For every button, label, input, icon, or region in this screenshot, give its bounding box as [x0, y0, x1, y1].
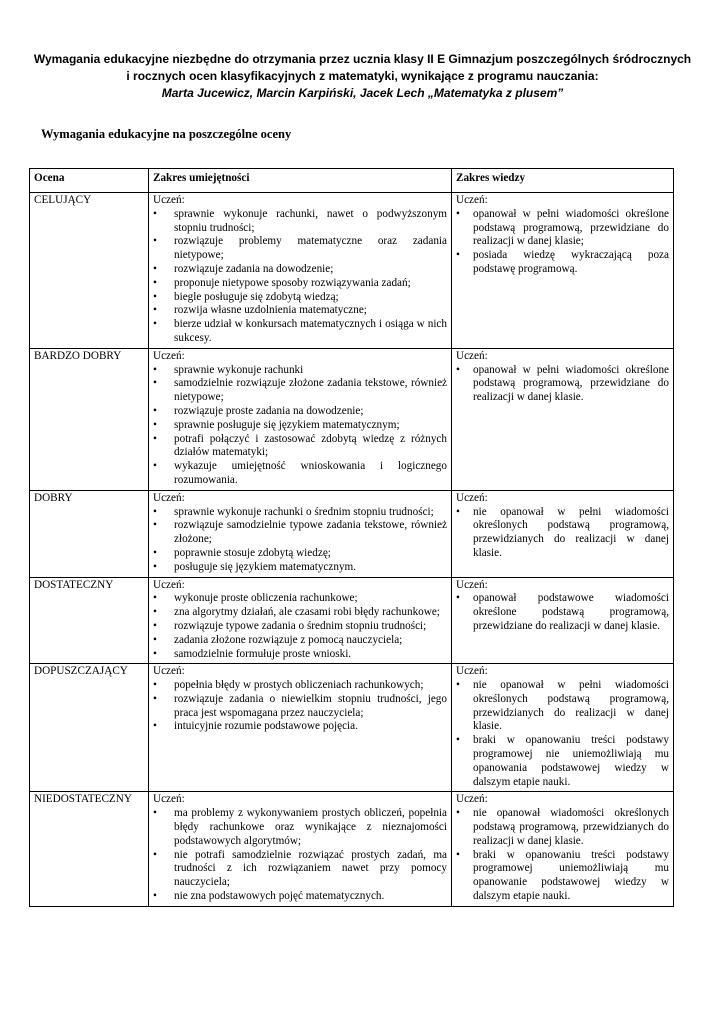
list-item: • rozwiązuje problemy matematyczne oraz zadania nietypowe; — [153, 235, 447, 263]
header-knowledge: Zakres wiedzy — [452, 169, 674, 193]
knowledge-cell — [452, 792, 674, 906]
knowledge-list — [456, 592, 669, 633]
knowledge-list — [456, 807, 669, 904]
list-item: • sprawnie posługuje się językiem matematycznym; — [153, 419, 447, 433]
requirements-table — [29, 168, 674, 907]
list-item: • intuicyjnie rozumie podstawowe pojęcia. — [153, 720, 447, 734]
table-body — [30, 193, 674, 907]
grade-cell: DOBRY — [30, 490, 149, 577]
list-item: • sprawnie wykonuje rachunki o średnim stopniu trudności; — [153, 506, 447, 520]
list-item: • sprawnie wykonuje rachunki, nawet o podwyższonym stopniu trudności; — [153, 208, 447, 236]
student-lead-label: Uczeń: — [153, 491, 185, 504]
table-row — [30, 490, 674, 577]
title-line-2: i rocznych ocen klasyfikacyjnych z matematyki, wynikające z programu nauczania: — [126, 69, 599, 83]
skills-cell — [149, 193, 452, 349]
list-item: • nie opanował wiadomości określonych podstawą programową, przewidzianych do realizacji w danej klasie. — [456, 807, 669, 848]
knowledge-list — [456, 208, 669, 277]
title-line-1: Wymagania edukacyjne niezbędne do otrzymania przez ucznia klasy II E Gimnazjum poszczególnych śródrocznych — [33, 52, 692, 66]
student-lead-label: Uczeń: — [456, 578, 488, 591]
knowledge-cell — [452, 664, 674, 792]
student-lead-label: Uczeń: — [456, 349, 488, 362]
table-row — [30, 664, 674, 792]
header-grade: Ocena — [30, 169, 149, 193]
section-heading: Wymagania edukacyjne na poszczególne oceny — [41, 127, 292, 141]
list-item: • zna algorytmy działań, ale czasami robi błędy rachunkowe; — [153, 606, 447, 620]
grade-cell: DOPUSZCZAJĄCY — [30, 664, 149, 792]
skills-list — [153, 592, 447, 661]
skills-list — [153, 364, 447, 488]
skills-cell — [149, 792, 452, 906]
list-item: • poprawnie stosuje zdobytą wiedzę; — [153, 547, 447, 561]
skills-list — [153, 807, 447, 904]
list-item: • nie opanował w pełni wiadomości określonych podstawą programową, przewidzianych do realizacji w danej klasie. — [456, 506, 669, 561]
table-header-row — [30, 169, 674, 193]
student-lead-label: Uczeń: — [153, 665, 185, 678]
list-item: • rozwiązuje samodzielnie typowe zadania tekstowe, również złożone; — [153, 519, 447, 547]
list-item: • rozwija własne uzdolnienia matematyczne; — [153, 304, 447, 318]
grade-cell: BARDZO DOBRY — [30, 348, 149, 490]
list-item: • samodzielnie formułuje proste wnioski. — [153, 648, 447, 662]
table-row — [30, 348, 674, 490]
table-row — [30, 792, 674, 906]
knowledge-cell — [452, 577, 674, 664]
list-item: • opanował w pełni wiadomości określone podstawą programową, przewidziane do realizacji w danej klasie. — [456, 364, 669, 405]
table-row — [30, 577, 674, 664]
list-item: • opanował w pełni wiadomości określone podstawą programową, przewidziane do realizacji w danej klasie; — [456, 208, 669, 249]
knowledge-cell — [452, 348, 674, 490]
list-item: • braki w opanowaniu treści podstawy programowej uniemożliwiają mu opanowanie podstawowej wiedzy w dalszym etapie nauki. — [456, 849, 669, 904]
student-lead-label: Uczeń: — [456, 793, 488, 806]
list-item: • proponuje nietypowe sposoby rozwiązywania zadań; — [153, 277, 447, 291]
list-item: • wykazuje umiejętność wnioskowania i logicznego rozumowania. — [153, 460, 447, 488]
header-skills: Zakres umiejętności — [149, 169, 452, 193]
knowledge-list — [456, 506, 669, 561]
student-lead-label: Uczeń: — [153, 194, 185, 206]
grade-cell: NIEDOSTATECZNY — [30, 792, 149, 906]
knowledge-list — [456, 679, 669, 789]
knowledge-cell — [452, 193, 674, 349]
list-item: • braki w opanowaniu treści podstawy programowej nie uniemożliwiają mu opanowania podstawowej wiedzy w dalszym etapie nauki. — [456, 734, 669, 789]
skills-list — [153, 506, 447, 575]
title-line-3: Marta Jucewicz, Marcin Karpiński, Jacek Lech „Matematyka z plusem” — [161, 86, 564, 100]
list-item: • rozwiązuje zadania o niewielkim stopniu trudności, jego praca jest wspomagana przez nauczyciela; — [153, 693, 447, 721]
skills-list — [153, 679, 447, 734]
student-lead-label: Uczeń: — [153, 793, 185, 806]
list-item: • nie zna podstawowych pojęć matematycznych. — [153, 890, 447, 904]
table-row — [30, 193, 674, 349]
skills-cell — [149, 348, 452, 490]
knowledge-list — [456, 364, 669, 405]
student-lead-label: Uczeń: — [456, 665, 488, 678]
list-item: • bierze udział w konkursach matematycznych i osiąga w nich sukcesy. — [153, 318, 447, 346]
grade-cell: CELUJĄCY — [30, 193, 149, 349]
list-item: • popełnia błędy w prostych obliczeniach rachunkowych; — [153, 679, 447, 693]
list-item: • posługuje się językiem matematycznym. — [153, 561, 447, 575]
student-lead-label: Uczeń: — [456, 194, 488, 206]
list-item: • biegle posługuje się zdobytą wiedzą; — [153, 291, 447, 305]
knowledge-cell — [452, 490, 674, 577]
student-lead-label: Uczeń: — [153, 349, 185, 362]
list-item: • wykonuje proste obliczenia rachunkowe; — [153, 592, 447, 606]
list-item: • nie potrafi samodzielnie rozwiązać prostych zadań, ma trudności z ich rozwiązaniem nawet przy pomocy nauczyciela; — [153, 849, 447, 890]
skills-cell — [149, 664, 452, 792]
list-item: • nie opanował w pełni wiadomości określonych podstawą programową, przewidzianych do realizacji w danej klasie. — [456, 679, 669, 734]
document-title — [20, 51, 705, 102]
list-item: • opanował podstawowe wiadomości określone podstawą programową, przewidziane do realizacji w danej klasie. — [456, 592, 669, 633]
grade-cell: DOSTATECZNY — [30, 577, 149, 664]
list-item: • rozwiązuje typowe zadania o średnim stopniu trudności; — [153, 620, 447, 634]
student-lead-label: Uczeń: — [456, 491, 488, 504]
list-item: • samodzielnie rozwiązuje złożone zadania tekstowe, również nietypowe; — [153, 377, 447, 405]
list-item: • zadania złożone rozwiązuje z pomocą nauczyciela; — [153, 634, 447, 648]
skills-cell — [149, 490, 452, 577]
list-item: • potrafi połączyć i zastosować zdobytą wiedzę z różnych działów matematyki; — [153, 433, 447, 461]
student-lead-label: Uczeń: — [153, 578, 185, 591]
skills-cell — [149, 577, 452, 664]
list-item: • sprawnie wykonuje rachunki — [153, 364, 447, 378]
skills-list — [153, 208, 447, 346]
list-item: • rozwiązuje proste zadania na dowodzenie; — [153, 405, 447, 419]
list-item: • posiada wiedzę wykraczającą poza podstawę programową. — [456, 249, 669, 277]
list-item: • rozwiązuje zadania na dowodzenie; — [153, 263, 447, 277]
list-item: • ma problemy z wykonywaniem prostych obliczeń, popełnia błędy rachunkowe oraz wynikające z nieznajomości podstawowych algorytmów; — [153, 807, 447, 848]
